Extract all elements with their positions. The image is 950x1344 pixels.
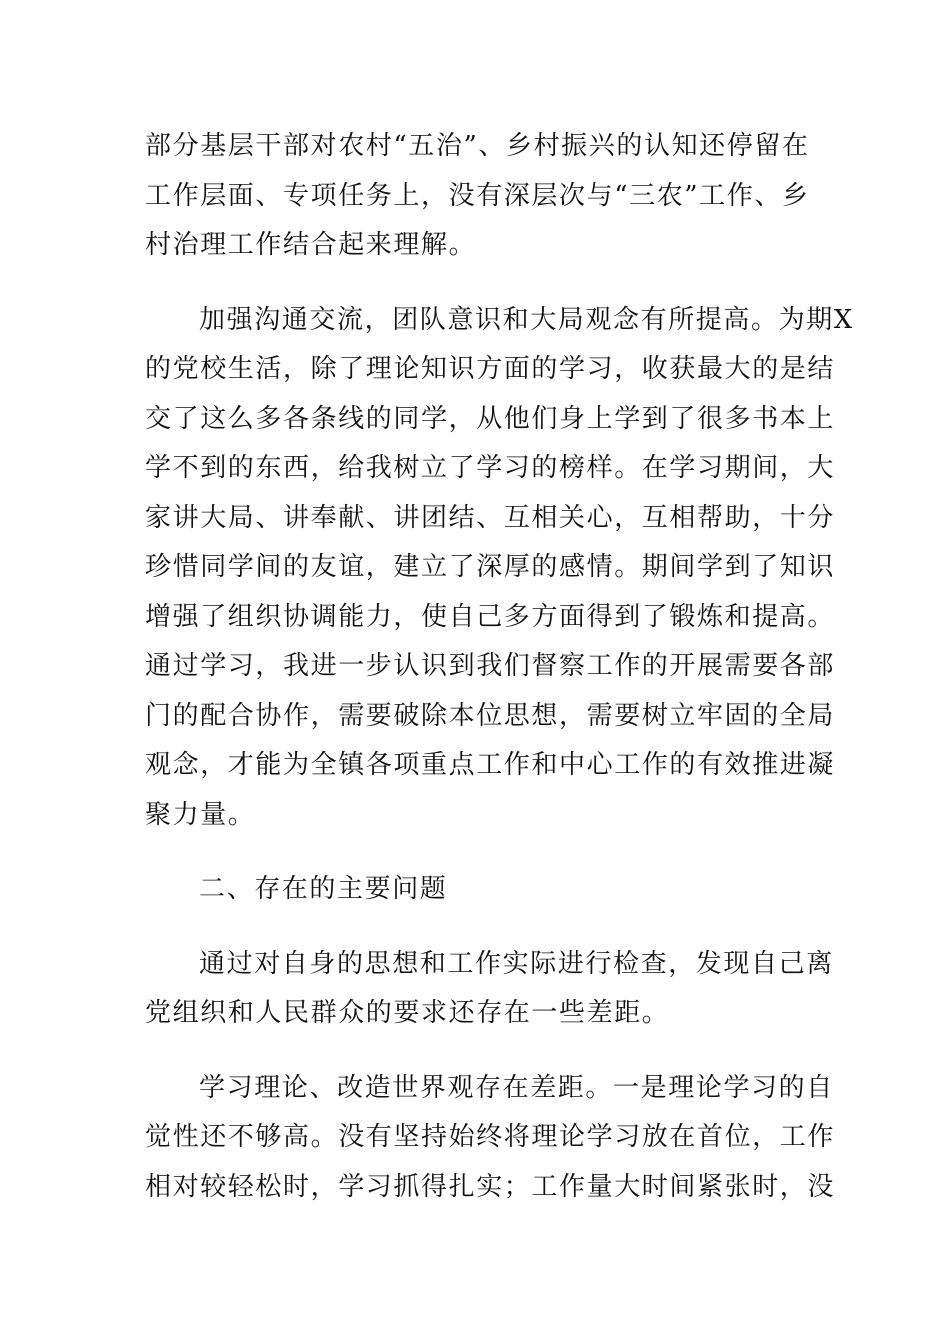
section-heading (145, 865, 807, 915)
text-line: 通过对自身的思想和工作实际进行检查，发现自己离 (199, 948, 834, 979)
text-line: 学不到的东西，给我树立了学习的榜样。在学习期间，大 (145, 453, 836, 483)
paragraph-gap (145, 1039, 807, 1064)
text-line: 加强沟通交流，团队意识和大局观念有所提高。为期X (199, 304, 854, 335)
text-line: 学习理论、改造世界观存在差距。一是理论学习的自 (199, 1072, 834, 1103)
text-line: 聚力量。 (145, 799, 256, 830)
text-line: 觉性还不够高。没有坚持始终将理论学习放在首位，工作 (145, 1122, 836, 1152)
text-line: 增强了组织协调能力，使自己多方面得到了锻炼和提高。 (145, 601, 836, 632)
text-line: 村治理工作结合起来理解。 (145, 230, 477, 260)
text-line: 家讲大局、讲奉献、讲团结、互相关心，互相帮助，十分 (145, 502, 836, 533)
text-line: 通过学习，我进一步认识到我们督察工作的开展需要各部 (145, 651, 836, 681)
text-line: 部分基层干部对农村“五治”、乡村振兴的认知还停留在 (145, 131, 810, 161)
paragraph-gap (145, 271, 807, 296)
text-line: 交了这么多各条线的同学，从他们身上学到了很多书本上 (145, 403, 836, 434)
text-line: 的党校生活，除了理论知识方面的学习，收获最大的是结 (145, 354, 836, 384)
paragraph-theory-study (145, 1064, 836, 1213)
paragraph-gap (145, 840, 807, 865)
heading-text: 二、存在的主要问题 (199, 874, 448, 904)
text-line: 工作层面、专项任务上，没有深层次与“三农”工作、乡 (145, 180, 810, 211)
paragraph-gap (145, 915, 807, 940)
text-line: 党组织和人民群众的要求还存在一些差距。 (145, 998, 670, 1028)
text-line: 观念，才能为全镇各项重点工作和中心工作的有效推进凝 (145, 750, 836, 780)
document-body (145, 122, 854, 1212)
paragraph-self-inspection (145, 940, 834, 1039)
paragraph-communication (145, 296, 854, 841)
text-line: 门的配合协作，需要破除本位思想，需要树立牢固的全局 (145, 700, 836, 731)
paragraph-rural-governance (145, 122, 810, 271)
text-line: 相对较轻松时，学习抓得扎实；工作量大时间紧张时，没 (145, 1171, 836, 1202)
text-line: 珍惜同学间的友谊，建立了深厚的感情。期间学到了知识 (145, 552, 836, 582)
